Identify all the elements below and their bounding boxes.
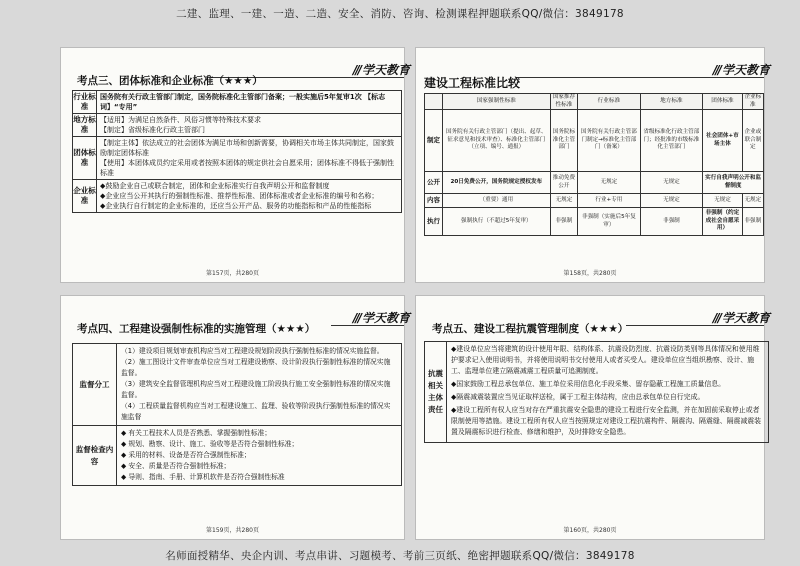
logo-mark-icon: /// [352, 62, 360, 77]
comparison-table [424, 93, 764, 236]
brand-logo: /// 学天教育 [712, 310, 770, 325]
table-cell: 国务院有关行政主管部门（提出、起草、征求意见和技术审查）、标准化主管部门（立项、编号、通报） [443, 110, 551, 172]
page-footer: 第157页，共280页 [206, 270, 259, 277]
row-head: 地方标准 [73, 114, 97, 137]
logo-mark-icon: /// [352, 310, 360, 325]
page-158 [415, 47, 770, 283]
brand-logo: /// 学天教育 [712, 62, 770, 77]
table-row [73, 426, 402, 486]
table-cell: 无规定 [550, 194, 578, 208]
column-header: 团体标准 [703, 94, 742, 110]
table-cell: 实行自我声明公开和监督制度 [703, 172, 764, 194]
table-row [425, 342, 769, 443]
table-cell: 无规定 [703, 194, 742, 208]
cell-line: ◆企业应当公开其执行的强制性标准、推荐性标准、团体标准或者企业标准的编号和名称； [100, 192, 379, 200]
table-row [73, 180, 402, 213]
row-head: 企业标准 [73, 180, 97, 213]
table-cell: 无规定 [578, 172, 640, 194]
standards-table [72, 90, 402, 213]
cell-line: （3）建筑安全监督管理机构应当对工程建设施工阶段执行施工安全强制性标准的情况实施监督。 [121, 380, 391, 399]
table-cell: 非强制（实施后5年复审） [578, 208, 640, 236]
page-title: 考点三、团体标准和企业标准（★★★） [77, 75, 263, 87]
cell-line: 【使用】本团体成员约定采用或者按照本团体的规定供社会自愿采用；团体标准不得低于强制性标准 [100, 159, 394, 177]
table-cell: 强制执行（不超过5年复审） [443, 208, 551, 236]
table-cell: 省级标准化行政主管部门；经批准的市级标准化主管部门 [640, 110, 703, 172]
seismic-table [424, 341, 769, 443]
table-row [425, 194, 764, 208]
table-cell: 非强制 [550, 208, 578, 236]
row-head: 行业标准 [73, 91, 97, 114]
column-header: 地方标准 [640, 94, 703, 110]
page-title: 考点四、工程建设强制性标准的实施管理（★★★） [77, 323, 316, 335]
cell-line: 【适用】为满足自然条件、风俗习惯等特殊技术要求 [100, 116, 261, 124]
cell-line: ◆企业执行自行制定的企业标准的，还应当公开产品、服务的功能指标和产品的性能指标 [100, 202, 372, 210]
row-head: 执行 [425, 208, 443, 236]
table-row [73, 91, 402, 114]
table-row [425, 110, 764, 172]
row-head: 监督分工 [73, 344, 117, 426]
cell-line: 【制定主体】依法成立的社会团体为满足市场和创新需要，协调相关市场主体共同制定，国家鼓励制定团体标准 [100, 139, 394, 157]
cell-line: 国务院有关行政主管部门制定，国务院标准化主管部门备案；一般实施后5年复审1次 【标志词】“专用” [100, 93, 386, 111]
cell-line: 【制定】省级标准化行政主管部门 [100, 126, 205, 134]
row-head: 内容 [425, 194, 443, 208]
logo-mark-icon: /// [712, 310, 720, 325]
table-cell: 20日免费公开，国务院规定授权发布 [443, 172, 551, 194]
page-title: 考点五、建设工程抗震管理制度（★★★） [432, 323, 629, 335]
cell-line: ◆ 导则、指南、手册、计算机软件是否符合强制性标准 [121, 473, 285, 481]
brand-logo: /// 学天教育 [352, 62, 410, 77]
top-promo-banner: 二建、监理、一建、一造、二造、安全、消防、咨询、检测课程押题联系QQ/微信：3849178 [176, 8, 624, 20]
cell-line: ◆ 安全、质量是否符合强制性标准； [121, 462, 231, 470]
table-cell: 企业或联合制定 [742, 110, 763, 172]
header-rule [331, 325, 404, 326]
paragraph: ◆国家鼓励工程总承包单位、施工单位采用信息化手段采集、留存隐蔽工程施工质量信息。 [451, 380, 726, 388]
page-160 [415, 295, 770, 540]
table-row [73, 114, 402, 137]
page-footer: 第159页，共280页 [206, 527, 259, 534]
cell-line: ◆ 规划、勘察、设计、施工、验收等是否符合强制性标准； [121, 440, 299, 448]
table-row [425, 208, 764, 236]
table-cell: 社会团体+市场主体 [703, 110, 742, 172]
cell-line: ◆ 有关工程技术人员是否熟悉、掌握强制性标准； [121, 429, 272, 437]
page-157 [60, 47, 410, 283]
cell-line: ◆ 采用的材料、设备是否符合强制性标准； [121, 451, 251, 459]
column-header: 行业标准 [578, 94, 640, 110]
row-head: 抗震相关主体责任 [425, 342, 447, 443]
column-header: 国家推荐性标准 [550, 94, 578, 110]
page-title: 建设工程标准比较 [424, 76, 521, 90]
bottom-promo-banner: 名师面授精华、央企内训、考点串讲、习题模考、考前三页纸、绝密押题联系QQ/微信：3849178 [165, 550, 635, 562]
cell-line: ◆鼓励企业自己或联合制定，团体和企业标准实行自我声明公开和监督制度 [100, 182, 330, 190]
header-rule [516, 77, 764, 78]
table-row [73, 344, 402, 426]
cell-line: （4）工程质量监督机构应当对工程建设施工、监理、验收等阶段执行强制性标准的情况实施监督 [121, 402, 391, 421]
header-rule [626, 325, 764, 326]
table-row [425, 172, 764, 194]
paragraph: ◆建设工程所有权人应当对存在严重抗震安全隐患的建设工程进行安全监测，并在加固前采取停止或者限制使用等措施。建设工程所有权人应当按照规定对建设工程抗震构件、隔震沟、隔震缝、隔震减震装置及隔震标识进行检查、修缮和维护，及时排除安全隐患。 [451, 406, 762, 436]
column-header: 企业标准 [742, 94, 763, 110]
table-cell: 推动免费公开 [550, 172, 578, 194]
table-cell: 国务院有关行政主管部门制定→标准化主管部门（备案） [578, 110, 640, 172]
row-head: 制定 [425, 110, 443, 172]
table-cell: 国务院标准化主管部门 [550, 110, 578, 172]
paragraph: ◆隔震减震装置应当见证取样送检，属于工程主体结构，应由总承包单位自行完成。 [451, 393, 705, 401]
header-row [425, 94, 764, 110]
table-cell: 无规定 [640, 172, 703, 194]
row-head: 公开 [425, 172, 443, 194]
paragraph: ◆建设单位应当将建筑的设计使用年限、结构体系、抗震设防烈度、抗震设防类别等具体情况和使用维护要求记入使用说明书，并将使用说明书交付使用人或者买受人。建设单位应当组织勘察、设计、施工、监理单位建立隔震减震工程质量可追溯制度。 [451, 345, 760, 375]
table-cell: 非强制 [742, 208, 763, 236]
page-footer: 第158页，共280页 [563, 270, 617, 277]
cell-line: （2）施工图设计文件审查单位应当对工程建设勘察、设计阶段执行强制性标准的情况实施监督。 [121, 358, 391, 377]
column-header: 国家强制性标准 [443, 94, 551, 110]
table-cell: （重要）通用 [443, 194, 551, 208]
page-159 [60, 295, 410, 540]
logo-mark-icon: /// [712, 62, 720, 77]
table-row [73, 137, 402, 180]
row-head: 团体标准 [73, 137, 97, 180]
cell-line: （1）建设项目规划审查机构应当对工程建设规划阶段执行强制性标准的情况实施监督。 [121, 347, 384, 355]
table-cell: 无规定 [640, 194, 703, 208]
row-head: 监督检查内容 [73, 426, 117, 486]
table-cell: 行业+专用 [578, 194, 640, 208]
page-footer: 第160页，共280页 [563, 527, 617, 534]
brand-logo: /// 学天教育 [352, 310, 410, 325]
table-cell: 无规定 [742, 194, 763, 208]
table-cell: 非强制（约定成社会自愿采用） [703, 208, 742, 236]
table-cell: 非强制 [640, 208, 703, 236]
supervision-table [72, 343, 402, 486]
column-header [425, 94, 443, 110]
